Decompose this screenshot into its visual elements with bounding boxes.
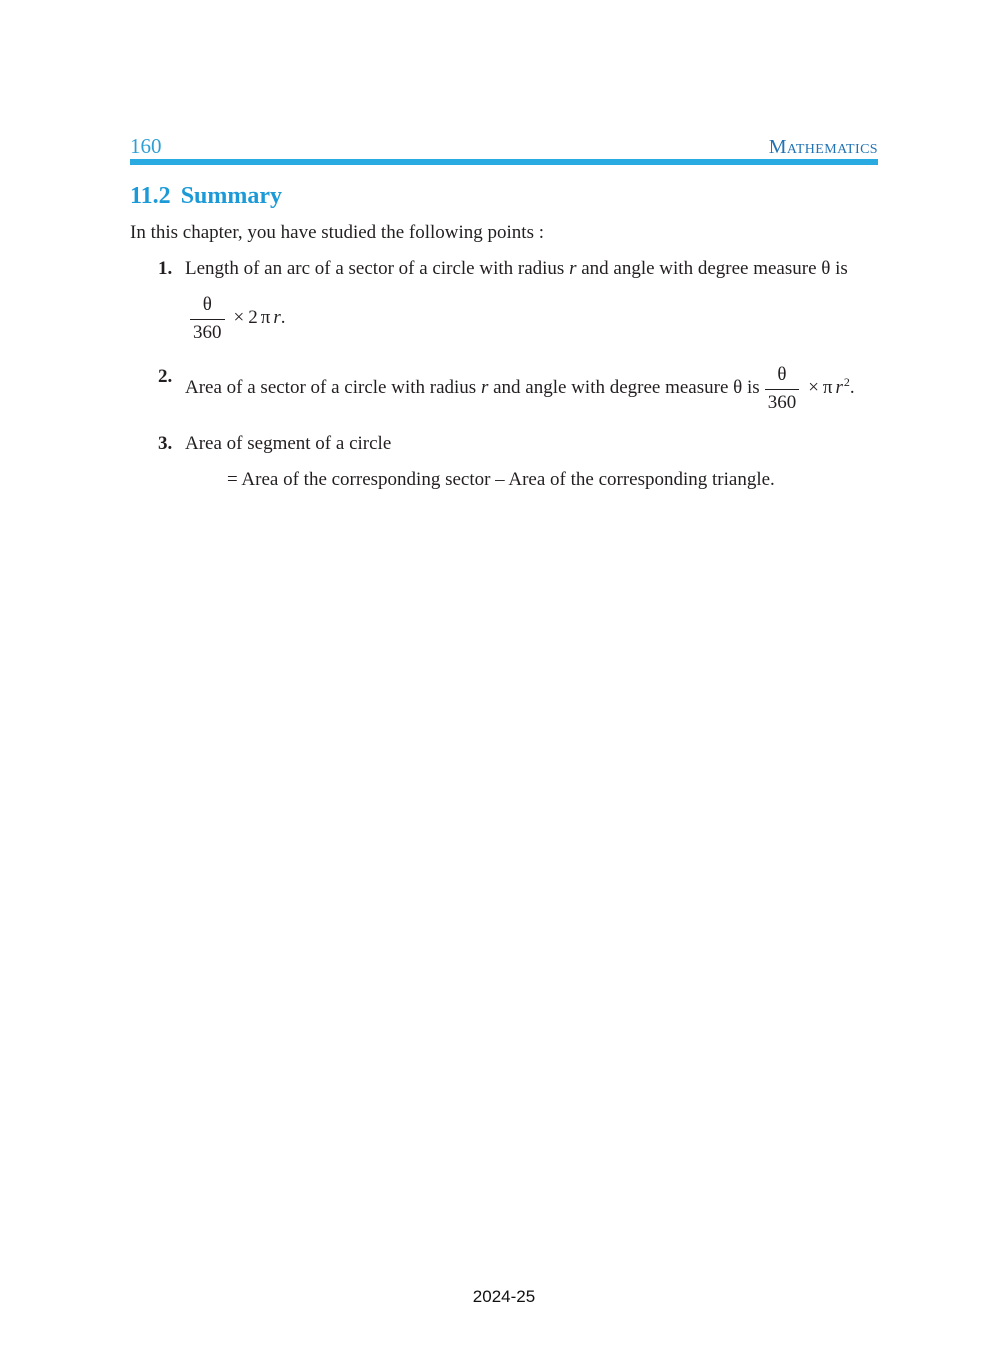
item3-text-line: Area of segment of a circle	[185, 433, 392, 455]
arc-length-formula	[190, 294, 892, 344]
item-number: 1.	[158, 258, 173, 279]
header-rule	[130, 159, 878, 165]
running-head-subject: Mathematics	[768, 136, 878, 158]
summary-point-1	[130, 256, 892, 348]
summary-point-3	[130, 431, 892, 493]
item-body	[185, 256, 892, 348]
item1-text: and angle with degree measure	[576, 258, 822, 279]
footer-edition: 2024-25	[472, 1287, 536, 1306]
times-operator: ×	[233, 307, 245, 329]
item-body	[185, 364, 892, 414]
item-number: 2.	[158, 365, 173, 387]
item1-text: Length of an arc of a sector of a circle with radius	[185, 258, 570, 279]
period: .	[280, 307, 286, 329]
summary-point-2	[130, 364, 892, 414]
fraction	[765, 364, 800, 414]
section-heading	[130, 183, 282, 210]
section-number: 11.2	[130, 183, 171, 209]
intro-line: In this chapter, you have studied the following points :	[130, 222, 545, 243]
item2-text: Area of a sector of a circle with radius	[185, 376, 481, 398]
page-number: 160	[130, 134, 162, 158]
radius-variable: r	[835, 376, 843, 398]
theta-symbol: θ	[821, 258, 831, 279]
page-header	[130, 134, 878, 159]
pi-symbol: π	[822, 376, 833, 398]
item2-text: and angle with degree measure	[488, 376, 734, 398]
exponent: 2	[843, 374, 850, 389]
theta-symbol: θ	[733, 376, 743, 398]
pi-symbol: π	[260, 307, 271, 329]
fraction	[190, 294, 225, 344]
radius-variable: r	[273, 307, 281, 329]
fraction-denominator: 360	[190, 319, 225, 344]
radius-variable: r	[480, 376, 489, 398]
segment-area-equation: = Area of the corresponding sector – Area of the corresponding triangle.	[227, 469, 775, 491]
fraction-numerator: θ	[202, 294, 212, 315]
item2-text: is	[742, 376, 760, 398]
item-body	[185, 431, 892, 493]
coefficient: 2	[248, 307, 258, 329]
item1-text: is	[830, 258, 848, 279]
item-number: 3.	[158, 433, 173, 455]
period: .	[849, 376, 855, 398]
item1-text-line	[185, 256, 892, 282]
section-title: Summary	[180, 183, 283, 209]
fraction-denominator: 360	[765, 389, 800, 414]
radius-variable: r	[569, 258, 577, 279]
fraction-numerator: θ	[777, 363, 787, 385]
summary-content	[130, 220, 892, 493]
times-operator: ×	[808, 376, 819, 398]
